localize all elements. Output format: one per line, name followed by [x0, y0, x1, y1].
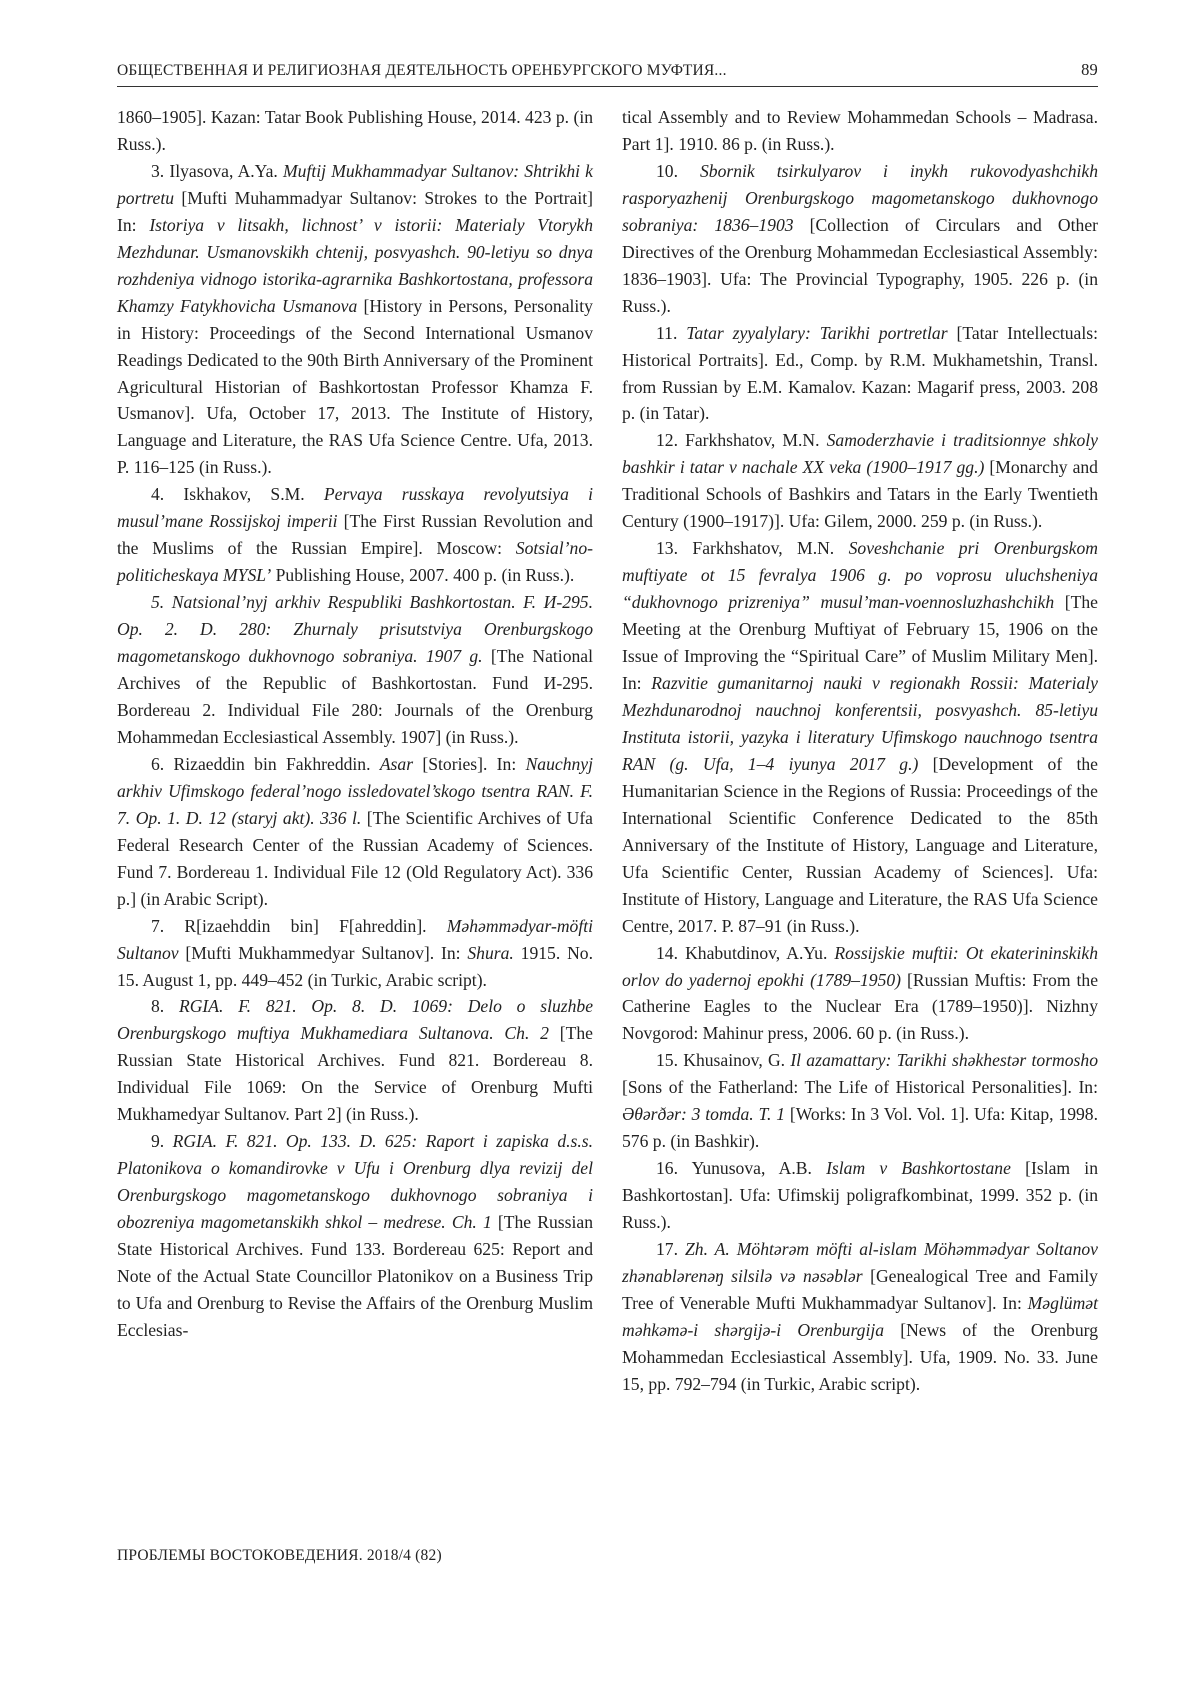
- reference-title-italic: RGIA. F. 821. Op. 8. D. 1069: Delo o sluzhbe Orenburgskogo muftiya Mukhamediara Sultanova. Ch. 2: [117, 996, 594, 1044]
- reference-text: [The Meeting at the Orenburg Muftiyat of February 15, 1906 on the Issue of Improving the “Spiritual Care” of Muslim Military Men]. In:: [622, 592, 1098, 694]
- reference-title-italic: Islam v Bashkortostane: [826, 1158, 1011, 1179]
- reference-title-italic: Il azamattary: Tarikhi shəkhestər tormosho: [790, 1050, 1098, 1071]
- reference-text: [Tatar Intellectuals: Historical Portraits]. Ed., Comp. by R.M. Mukhametshin, Transl. from Russian by E.M. Kamalov. Kazan: Magarif press, 2003. 208 p. (in Tatar).: [622, 322, 1098, 424]
- reference-text: 1860–1905]. Kazan: Tatar Book Publishing House, 2014. 423 p. (in Russ.).: [117, 107, 593, 154]
- reference-title-italic: Muftij Mukhammadyar Sultanov: Shtrikhi k portretu: [117, 160, 593, 208]
- reference-title-italic: Sbornik tsirkulyarov i inykh rukovodyashchikh rasporyazhenij Orenburgskogo magometanskogo dukhovnogo sobraniya: 1836–1903: [622, 160, 1099, 235]
- reference-text: 17.: [656, 1239, 685, 1260]
- reference-text: [Genealogical Tree and Family Tree of Venerable Mufti Mukhammadyar Sultanov]. In:: [622, 1265, 1098, 1313]
- reference-entry: [622, 535, 1098, 939]
- reference-text: [Works: In 3 Vol. Vol. 1]. Ufa: Kitap, 1998. 576 p. (in Bashkir).: [622, 1104, 1098, 1152]
- reference-entry: [117, 751, 593, 913]
- reference-text: [News of the Orenburg Mohammedan Ecclesiastical Assembly]. Ufa, 1909. No. 33. June 15, pp. 792–794 (in Turkic, Arabic script).: [622, 1319, 1098, 1394]
- reference-text: [Collection of Circulars and Other Directives of the Orenburg Mohammedan Ecclesiastical Assembly: 1836–1903]. Ufa: The Provincial Typography, 1905. 226 p. (in Russ.).: [622, 214, 1098, 316]
- reference-text: Publishing House, 2007. 400 p. (in Russ.).: [271, 565, 575, 586]
- reference-title-italic: Sotsial’no-politicheskaya MYSL’: [117, 538, 593, 586]
- reference-text: 7. R[izaehddin bin] F[ahreddin].: [151, 915, 447, 936]
- reference-text: 13. Farkhshatov, M.N.: [656, 538, 849, 559]
- reference-title-italic: Əθərðər: 3 tomda. T. 1: [622, 1104, 786, 1125]
- reference-entry: [622, 940, 1098, 1048]
- reference-text: 9.: [151, 1131, 173, 1152]
- reference-title-italic: Istoriya v litsakh, lichnost’ v istorii: Materialy Vtorykh Mezhdunar. Usmanovskikh chtenij, posvyashch. 90-letiyu so dnya rozhdeniya vidnogo istorika-agrarnika Bashkortostana, professora Khamzy Fatykhovicha Usmanova: [117, 214, 593, 316]
- reference-text: [The Russian State Historical Archives. Fund 821. Bordereau 8. Individual File 1069: On the Service of Orenburg Mufti Mukhamedyar Sultanov. Part 2] (in Russ.).: [117, 1023, 593, 1125]
- reference-text: [Development of the Humanitarian Science in the Regions of Russia: Proceedings of the International Scientific Conference Dedicated to the 85th Anniversary of the Institute of History, Language and Literature, Ufa Scientific Center, Russian Academy of Sciences]. Ufa: Institute of History, Language and Literature, the RAS Ufa Science Centre, 2017. P. 87–91 (in Russ.).: [622, 753, 1098, 936]
- reference-text: [Monarchy and Traditional Schools of Bashkirs and Tatars in the Early Twentieth Century (1900–1917)]. Ufa: Gilem, 2000. 259 p. (in Russ.).: [622, 457, 1098, 532]
- reference-text: [Stories]. In:: [413, 753, 526, 774]
- reference-continuation: [117, 104, 593, 158]
- page-number: 89: [1081, 60, 1098, 79]
- reference-title-italic: Samoderzhavie i traditsionnye shkoly bashkir i tatar v nachale XX veka (1900–1917 gg.): [622, 430, 1098, 478]
- journal-footer: ПРОБЛЕМЫ ВОСТОКОВЕДЕНИЯ. 2018/4 (82): [117, 1547, 442, 1564]
- reference-title-italic: RGIA. F. 821. Op. 133. D. 625: Raport i zapiska d.s.s. Platonikova o komandirovke v Ufu i Orenburg dlya revizij del Orenburgskogo magometanskogo dukhovnogo sobraniya i obozreniya magometanskikh shkol – medrese. Ch. 1: [117, 1131, 594, 1233]
- reference-text: 1915. No. 15. August 1, pp. 449–452 (in Turkic, Arabic script).: [117, 942, 593, 990]
- reference-title-italic: Nauchnyj arkhiv Ufimskogo federal’nogo issledovatel’skogo tsentra RAN. F. 7. Op. 1. D. 12 (staryj akt). 336 l.: [117, 753, 593, 828]
- reference-entry: [117, 158, 593, 481]
- reference-text: [The Scientific Archives of Ufa Federal Research Center of the Russian Academy of Sciences. Fund 7. Bordereau 1. Individual File 12 (Old Regulatory Act). 336 p.] (in Arabic Script).: [117, 807, 593, 909]
- reference-title-italic: Soveshchanie pri Orenburgskom muftiyate ot 15 fevralya 1906 g. po voprosu uluchsheniya “dukhovnogo prizreniya” musul’man-voennosluzhashchikh: [622, 538, 1098, 613]
- reference-text: tical Assembly and to Review Mohammedan Schools – Madrasa. Part 1]. 1910. 86 p. (in Russ.).: [622, 107, 1098, 154]
- references-right-column: [622, 104, 1098, 1398]
- reference-entry: [117, 913, 593, 994]
- reference-entry: [622, 158, 1098, 320]
- reference-text: [Mufti Mukhammedyar Sultanov]. In:: [178, 942, 468, 963]
- reference-title-italic: Asar: [379, 753, 414, 774]
- reference-title-italic: Zh. A. Möhtərəm möfti al-islam Möhəmmədyar Soltanov zhənablərenəŋ silsilə və nəsəblər: [622, 1239, 1098, 1286]
- reference-text: 16. Yunusova, A.B.: [656, 1158, 827, 1179]
- reference-title-italic: Razvitie gumanitarnoj nauki v regionakh Rossii: Materialy Mezhdunarodnoj nauchnoj konferentsii, posvyashch. 85-letiyu Instituta istorii, yazyka i literatury Ufimskogo nauchnogo tsentra RAN (g. Ufa, 1–4 iyunya 2017 g.): [622, 673, 1098, 774]
- reference-text: [Islam in Bashkortostan]. Ufa: Ufimskij poligrafkombinat, 1999. 352 p. (in Russ.).: [622, 1158, 1098, 1233]
- reference-entry: [117, 589, 593, 751]
- reference-text: 6. Rizaeddin bin Fakhreddin.: [151, 753, 380, 774]
- reference-text: 14. Khabutdinov, A.Yu.: [656, 942, 835, 963]
- reference-text: [The First Russian Revolution and the Muslims of the Russian Empire]. Moscow:: [117, 511, 593, 559]
- reference-title-italic: Məglümət məhkəmə-i shərgijə-i Orenburgija: [622, 1292, 1098, 1340]
- reference-entry: [117, 993, 593, 1128]
- running-title: ОБЩЕСТВЕННАЯ И РЕЛИГИОЗНАЯ ДЕЯТЕЛЬНОСТЬ ОРЕНБУРГСКОГО МУФТИЯ...: [117, 62, 727, 79]
- reference-text: 11.: [656, 322, 687, 343]
- reference-text: [Russian Muftis: From the Catherine Eagles to the Nuclear Era (1789–1950)]. Nizhny Novgorod: Mahinur press, 2006. 60 p. (in Russ.).: [622, 969, 1099, 1044]
- reference-title-italic: Məhəmmədyar-möfti Sultanov: [117, 915, 593, 963]
- reference-text: [Sons of the Fatherland: The Life of Historical Personalities]. In:: [622, 1077, 1098, 1098]
- reference-entry: [622, 427, 1098, 535]
- reference-title-italic: 5. Natsional’nyj arkhiv Respubliki Bashkortostan. F. И-295. Op. 2. D. 280: Zhurnaly prisutstviya Orenburgskogo magometanskogo dukhovnogo sobraniya. 1907 g.: [117, 592, 593, 667]
- reference-entry: [117, 1128, 593, 1344]
- reference-title-italic: Tatar zyyalylary: Tarikhi portretlar: [686, 322, 948, 343]
- reference-text: 10.: [656, 160, 700, 181]
- reference-text: [History in Persons, Personality in History: Proceedings of the Second International Usmanov Readings Dedicated to the 90th Birth Anniversary of the Prominent Agricultural Historian of Bashkortostan Professor Khamza F. Usmanov]. Ufa, October 17, 2013. The Institute of History, Language and Literature, the RAS Ufa Science Centre. Ufa, 2013. P. 116–125 (in Russ.).: [117, 295, 593, 478]
- reference-text: 4. Iskhakov, S.M.: [151, 484, 324, 505]
- reference-title-italic: Shura.: [467, 942, 514, 963]
- reference-text: [The National Archives of the Republic of Bashkortostan. Fund И-295. Bordereau 2. Individual File 280: Journals of the Orenburg Mohammedan Ecclesiastical Assembly. 1907] (in Russ.).: [117, 646, 593, 747]
- reference-entry: [622, 1047, 1098, 1155]
- reference-title-italic: Rossijskie muftii: Ot ekaterininskikh orlov do yadernoj epokhi (1789–1950): [622, 942, 1098, 990]
- reference-text: 3. Ilyasova, A.Ya.: [151, 160, 284, 181]
- reference-text: [Mufti Muhammadyar Sultanov: Strokes to the Portrait] In:: [117, 187, 593, 235]
- reference-text: [The Russian State Historical Archives. Fund 133. Bordereau 625: Report and Note of the Actual State Councillor Platonikov on a Business Trip to Ufa and Orenburg to Revise the Affairs of the Orenburg Muslim Ecclesias-: [117, 1212, 593, 1340]
- reference-text: 15. Khusainov, G.: [656, 1050, 791, 1071]
- reference-entry: [117, 481, 593, 589]
- reference-entry: [622, 1155, 1098, 1236]
- references-left-column: [117, 104, 593, 1344]
- reference-title-italic: Pervaya russkaya revolyutsiya i musul’mane Rossijskoj imperii: [117, 484, 594, 532]
- reference-text: 12. Farkhshatov, M.N.: [656, 430, 827, 451]
- reference-entry: [622, 320, 1098, 428]
- reference-entry: [622, 1236, 1098, 1398]
- reference-continuation: [622, 104, 1098, 158]
- running-header: [117, 56, 1098, 87]
- reference-text: 8.: [151, 996, 179, 1017]
